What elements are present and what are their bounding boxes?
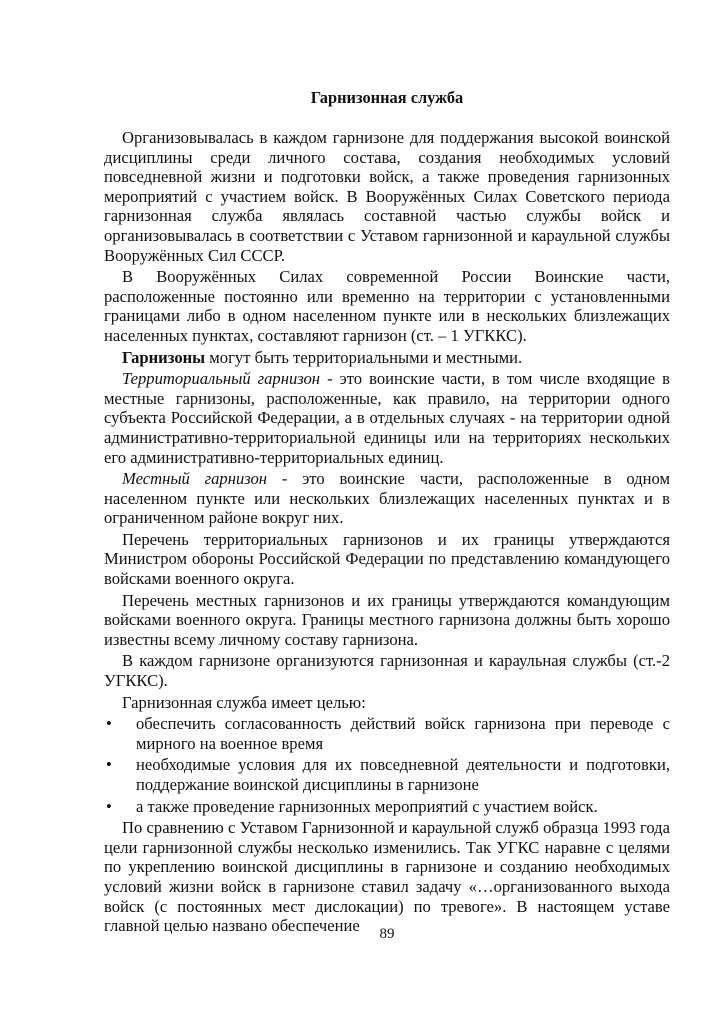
paragraph-intro (104, 128, 670, 265)
italic-term: Территориальный гарнизон (122, 369, 321, 389)
list-item (104, 755, 670, 794)
list-item (104, 714, 670, 753)
paragraph-text: По сравнению с Уставом Гарнизонной и караульной служб образца 1993 года цели гарнизонной службы несколько изменились. Так УГКС наравне с целями по укреплению воинской дисциплины в гарнизоне и созданию необходимых условий жизни войск в гарнизоне ставил задачу «…организованного выхода войск (с постоянных мест дислокации) по тревоге». В настоящем уставе главной целью названо обеспечение (104, 818, 670, 936)
list-item-text: а также проведение гарнизонных мероприятий с участием войск. (136, 796, 598, 816)
body-text (104, 128, 670, 936)
bold-term: Гарнизоны (122, 347, 206, 367)
paragraph-text: могут быть территориальными и местными. (205, 347, 523, 367)
list-item-text: обеспечить согласованность действий войск гарнизона при переводе с мирного на военное время (136, 714, 670, 753)
page-number: 89 (379, 926, 395, 942)
paragraph-comparison (104, 818, 670, 936)
paragraph-text: В Вооружённых Силах современной России Воинские части, расположенные постоянно или временно на территории с установленными границами либо в одном населенном пункте или в нескольких близлежащих населенных пунктах, составляют гарнизон (ст. – 1 УГККС). (104, 267, 670, 345)
paragraph-text: Организовывалась в каждом гарнизоне для поддержания высокой воинской дисциплины среди личного состава, создания необходимых условий повседневной жизни и подготовки войск, а также проведения гарнизонных мероприятий с участием войск. В Вооружённых Силах Советского периода гарнизонная служба являлась составной частью службы войск и организовывалась в соответствии с Уставом гарнизонной и караульной службы Вооружённых Сил СССР. (104, 128, 670, 265)
italic-term: Местный гарнизон (122, 469, 268, 489)
paragraph-modern-russia (104, 267, 670, 345)
list-item (104, 797, 670, 817)
paragraph-services (104, 651, 670, 690)
bullet-marker: • (106, 714, 112, 734)
paragraph-text: Перечень территориальных гарнизонов и их границы утверждаются Министром обороны Российской Федерации по представлению командующего войсками военного округа. (104, 529, 670, 589)
paragraph-territorial-garrison (104, 369, 670, 467)
paragraph-text: В каждом гарнизоне организуются гарнизонная и караульная службы (ст.-2 УГККС). (104, 651, 670, 691)
paragraph-text: Перечень местных гарнизонов и их границы утверждаются командующим войсками военного округа. Границы местного гарнизона должны быть хорошо известны всему личному составу гарнизона. (104, 590, 670, 649)
bullet-marker: • (106, 796, 112, 816)
paragraph-territorial-list (104, 530, 670, 589)
paragraph-garrison-types (104, 348, 670, 368)
paragraph-local-garrison (104, 469, 670, 528)
paragraph-text: - это воинские части, в том числе входящие в местные гарнизоны, расположенные, как правило, на территории одного субъекта Российской Федерации, а в отдельных случаях - на территории одной административно-территориальной единицы или на территориях нескольких его административно-территориальных единиц. (104, 369, 670, 467)
paragraph-local-list (104, 591, 670, 650)
paragraph-goals-intro (104, 693, 670, 713)
bullet-marker: • (106, 755, 112, 775)
list-item-text: необходимые условия для их повседневной деятельности и подготовки, поддержание воинской дисциплины в гарнизоне (136, 755, 670, 794)
paragraph-text: Гарнизонная служба имеет целью: (122, 692, 366, 712)
paragraph-text: - это воинские части, расположенные в одном населенном пункте или нескольких близлежащих населенных пунктах и в ограниченном районе вокруг них. (104, 469, 670, 528)
page-title: Гарнизонная служба (310, 88, 464, 107)
